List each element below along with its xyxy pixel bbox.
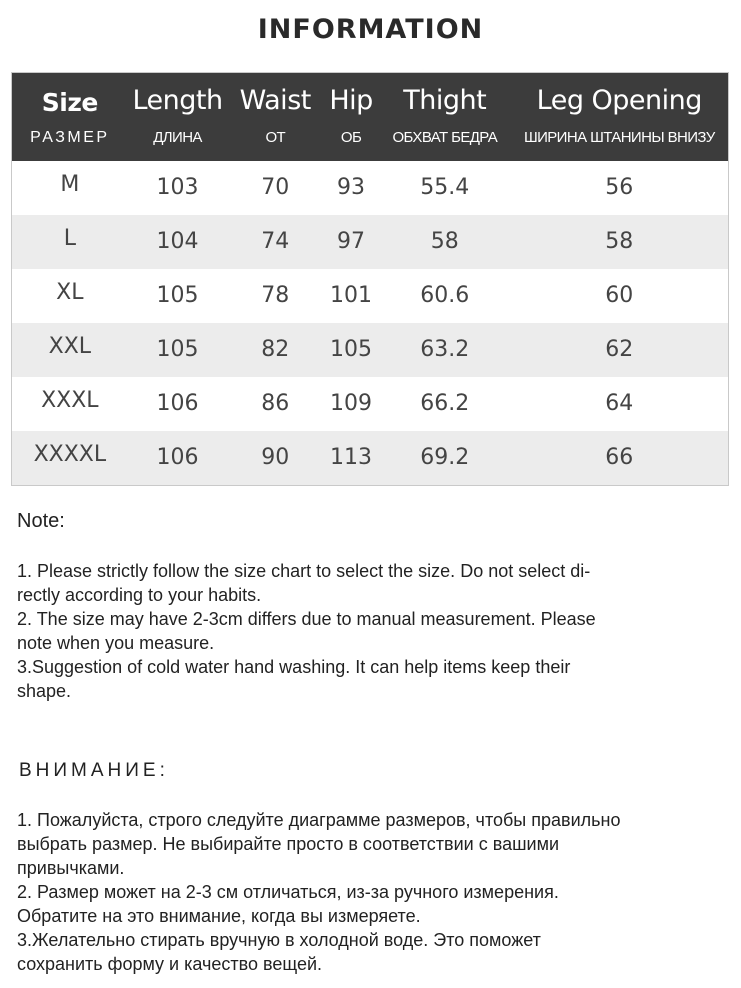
header-length	[128, 73, 228, 161]
note-line: 1. Please strictly follow the size chart to select the size. Do not select di-	[17, 561, 591, 581]
note-line: note when you measure.	[17, 633, 215, 653]
header-hip	[323, 73, 379, 161]
page-title: INFORMATION	[257, 14, 484, 45]
note-line: shape.	[17, 681, 72, 701]
cell-thight: 69.2	[420, 445, 470, 470]
note-line: rectly according to your habits.	[17, 585, 262, 605]
cell-waist: 70	[261, 175, 290, 200]
cell-length: 106	[156, 391, 199, 416]
header-length-label: Length	[132, 85, 223, 116]
cell-length: 103	[156, 175, 199, 200]
cell-leg-opening: 66	[605, 445, 634, 470]
ru-note-line: 1. Пожалуйста, строго следуйте диаграмме размеров, чтобы правильно	[17, 810, 621, 830]
table-header	[12, 73, 728, 161]
ru-note-title: ВНИМАНИЕ:	[19, 760, 169, 781]
header-waist-ru: ОТ	[265, 129, 286, 146]
cell-thight: 55.4	[420, 175, 470, 200]
header-size-ru: РАЗМЕР	[30, 129, 110, 146]
header-waist-label: Waist	[239, 85, 311, 116]
cell-hip: 113	[330, 445, 373, 470]
cell-length: 105	[156, 283, 199, 308]
header-leg-opening-ru: ШИРИНА ШТАНИНЫ ВНИЗУ	[523, 129, 715, 146]
ru-note-line: 2. Размер может на 2-3 см отличаться, из-за ручного измерения.	[17, 882, 559, 902]
cell-leg-opening: 64	[605, 391, 634, 416]
cell-waist: 90	[261, 445, 290, 470]
cell-leg-opening: 60	[605, 283, 634, 308]
cell-waist: 74	[261, 229, 290, 254]
cell-length: 105	[156, 337, 199, 362]
ru-note-line: Обратите на это внимание, когда вы измеряете.	[17, 906, 421, 926]
header-length-ru: ДЛИНА	[153, 129, 202, 146]
table-row	[12, 269, 728, 323]
table-row	[12, 161, 728, 215]
table-row	[12, 377, 728, 431]
header-leg-opening	[511, 73, 728, 161]
cell-thight: 66.2	[420, 391, 470, 416]
cell-length: 104	[156, 229, 199, 254]
cell-waist: 82	[261, 337, 290, 362]
header-hip-label: Hip	[329, 85, 373, 116]
header-size-label: Size	[41, 88, 98, 117]
cell-size: XXXXL	[33, 442, 107, 467]
cell-size: XXXL	[41, 388, 99, 413]
cell-size: XXL	[48, 334, 92, 359]
cell-size: XL	[56, 280, 84, 305]
cell-hip: 97	[337, 229, 366, 254]
header-waist	[227, 73, 323, 161]
header-size	[12, 73, 128, 161]
cell-thight: 58	[430, 229, 459, 254]
size-chart-table	[11, 72, 729, 486]
cell-leg-opening: 62	[605, 337, 634, 362]
note-title: Note:	[17, 510, 65, 532]
ru-note-line: 3.Желательно стирать вручную в холодной воде. Это поможет	[17, 930, 541, 950]
header-hip-ru: ОБ	[340, 129, 362, 146]
cell-length: 106	[156, 445, 199, 470]
cell-size: L	[63, 226, 76, 251]
ru-note-line: выбрать размер. Не выбирайте просто в соответствии с вашими	[17, 834, 560, 854]
table-row	[12, 215, 728, 269]
cell-thight: 63.2	[420, 337, 470, 362]
cell-hip: 105	[330, 337, 373, 362]
note-line: 3.Suggestion of cold water hand washing. It can help items keep their	[17, 657, 571, 677]
cell-hip: 109	[330, 391, 373, 416]
cell-hip: 101	[330, 283, 373, 308]
ru-note-line: привычками.	[17, 858, 125, 878]
ru-note-line: сохранить форму и качество вещей.	[17, 954, 323, 974]
note-line: 2. The size may have 2-3cm differs due to manual measurement. Please	[17, 609, 596, 629]
table-row	[12, 431, 728, 485]
cell-size: M	[60, 172, 80, 197]
cell-waist: 86	[261, 391, 290, 416]
cell-waist: 78	[261, 283, 290, 308]
header-thight	[379, 73, 511, 161]
header-thight-ru: ОБХВАТ БЕДРА	[392, 129, 498, 146]
cell-leg-opening: 56	[605, 175, 634, 200]
cell-leg-opening: 58	[605, 229, 634, 254]
table-row	[12, 323, 728, 377]
header-leg-opening-label: Leg Opening	[536, 85, 702, 116]
note-text	[17, 559, 717, 703]
header-thight-label: Thight	[403, 85, 487, 116]
cell-hip: 93	[337, 175, 366, 200]
ru-note-text	[17, 808, 717, 976]
cell-thight: 60.6	[420, 283, 470, 308]
